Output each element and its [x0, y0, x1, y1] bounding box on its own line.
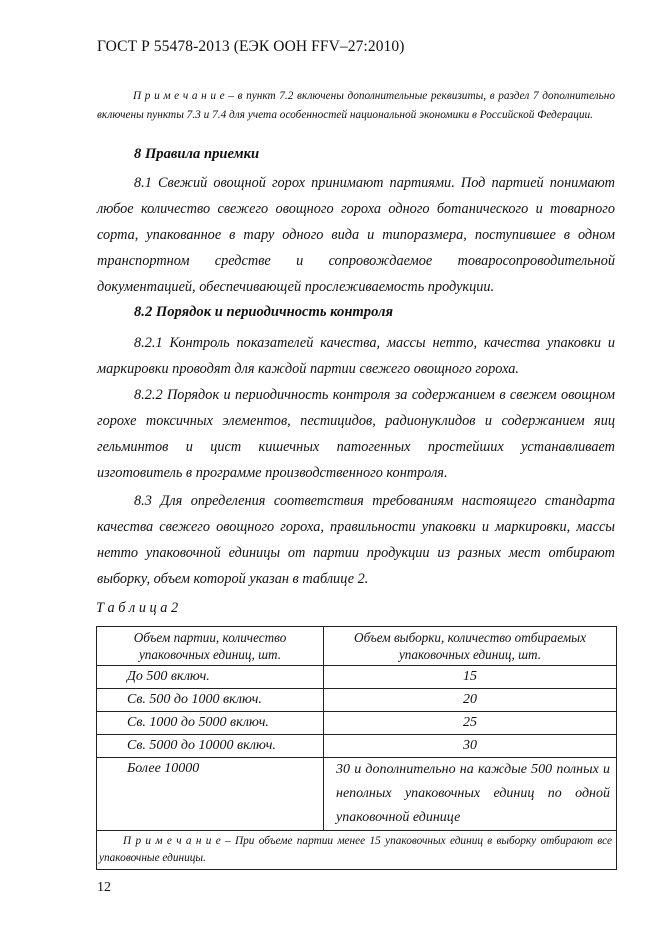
- lot-size-cell: Св. 500 до 1000 включ.: [97, 689, 324, 712]
- paragraph-8-3: 8.3 Для определения соответствия требованиям настоящего стандарта качества свежего овощного гороха, правильности упаковки и маркировки, массы нетто упаковочной единицы от партии продукции из разных мест отбирают выборку, объем которой указан в таблице 2.: [97, 493, 615, 587]
- table-row: [97, 735, 617, 758]
- sample-size-cell: 30 и дополнительно на каждые 500 полных и неполных упаковочных единиц по одной упаковочной единице: [324, 758, 617, 831]
- sample-size-cell: 15: [324, 666, 617, 689]
- paragraph-8-1: 8.1 Свежий овощной горох принимают партиями. Под партией понимают любое количество свежего овощного гороха одного ботанического и товарного сорта, упакованное в тару одного вида и типоразмера, поступившее в одном транспортном средстве и сопровождаемое товаросопроводительной документацией, обеспечивающей прослеживаемость продукции.: [97, 175, 615, 295]
- col-sample-size-header: Объем выборки, количество отбираемых упаковочных единиц, шт.: [324, 627, 617, 666]
- lot-size-cell: Более 10000: [97, 758, 324, 831]
- table-row: [97, 689, 617, 712]
- table-header-row: [97, 627, 617, 666]
- lot-size-cell: Св. 1000 до 5000 включ.: [97, 712, 324, 735]
- table-row: [97, 666, 617, 689]
- table-row: [97, 758, 617, 831]
- col-lot-size-header: Объем партии, количество упаковочных единиц, шт.: [97, 627, 324, 666]
- sample-size-cell: 30: [324, 735, 617, 758]
- document-header: ГОСТ Р 55478-2013 (ЕЭК ООН FFV–27:2010): [97, 38, 405, 55]
- sample-size-cell: 25: [324, 712, 617, 735]
- section-8-heading: 8 Правила приемки: [134, 146, 260, 162]
- table-note-row: [97, 831, 617, 870]
- lot-size-cell: До 500 включ.: [97, 666, 324, 689]
- section-8-2-heading: 8.2 Порядок и периодичность контроля: [134, 304, 394, 320]
- lot-size-cell: Св. 5000 до 10000 включ.: [97, 735, 324, 758]
- top-note-text: – в пункт 7.2 включены дополнительные реквизиты, в раздел 7 дополнительно включены пункты 7.3 и 7.4 для учета особенностей национальной экономики в Российской Федерации.: [97, 90, 615, 121]
- table-row: [97, 712, 617, 735]
- table-note-label: П р и м е ч а н и е: [123, 835, 221, 847]
- table-2-label: Т а б л и ц а 2: [96, 600, 179, 616]
- table-note: [97, 831, 617, 870]
- sample-size-cell: 20: [324, 689, 617, 712]
- table-note-text: – При объеме партии менее 15 упаковочных единиц в выборку отбирают все упаковочные единицы.: [99, 835, 612, 864]
- top-note-label: П р и м е ч а н и е: [133, 90, 225, 102]
- paragraph-8-2-2: 8.2.2 Порядок и периодичность контроля за содержанием в свежем овощном горохе токсичных элементов, пестицидов, радионуклидов и содержанием яиц гельминтов и цист кишечных патогенных простейших устанавливает изготовитель в программе производственного контроля.: [97, 387, 615, 481]
- paragraph-8-2-1: 8.2.1 Контроль показателей качества, массы нетто, качества упаковки и маркировки проводят для каждой партии свежего овощного гороха.: [97, 335, 615, 377]
- sample-size-table: [96, 626, 617, 870]
- page-number: 12: [97, 880, 111, 895]
- top-note: [97, 87, 615, 125]
